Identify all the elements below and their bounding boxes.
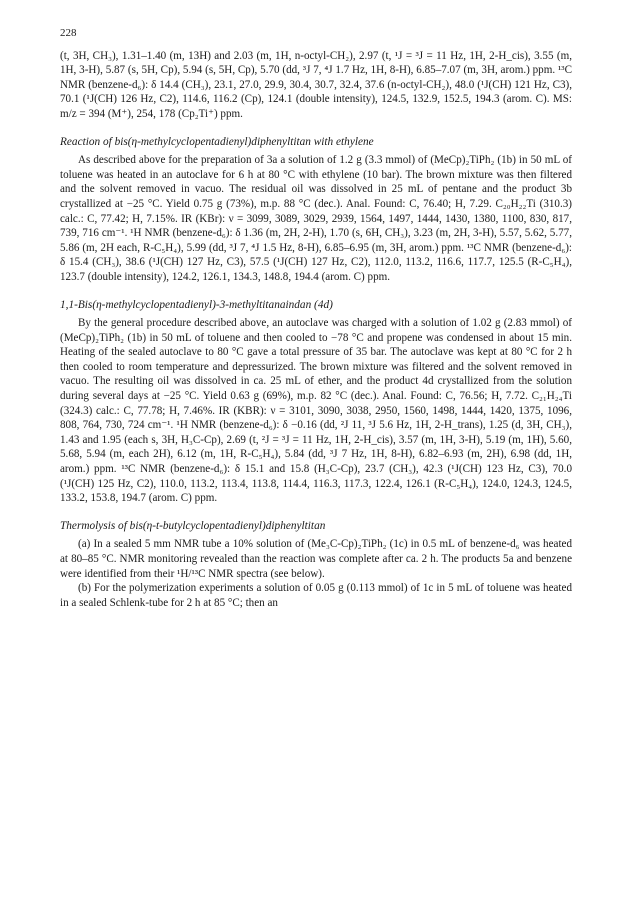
section-heading-4d: 1,1-Bis(η-methylcyclopentadienyl)-3-methyltitanaindan (4d) bbox=[60, 298, 333, 311]
paragraph-ethylene-procedure: As described above for the preparation of 3a a solution of 1.2 g (3.3 mmol) of (MeCp)₂TiPh₂ (1b) in 50 mL of toluene was heated in an autoclave for 6 h at 80 °C with ethylene (10 bar). The brown mixture was then filtered and the solvent removed in vacuo. The residual oil was dissolved in 25 mL of pentane and the product 3b crystallized at −25 °C. Yield 0.75 g (73%), m.p. 88 °C (dec.). Anal. Found: C, 76.40; H, 7.29. C₂₀H₂₂Ti (310.3) calc.: C, 77.42; H, 7.15%. IR (KBr): ν = 3099, 3089, 3029, 2939, 1564, 1497, 1444, 1430, 1380, 1100, 830, 817, 739, 716 cm⁻¹. ¹H NMR (benzene-d₆): δ 1.36 (m, 2H, 2-H), 1.70 (s, 6H, CH₃), 3.23 (m, 2H, 3-H), 5.57, 5.62, 5.77, 5.86 (m, 2H each, R-C₅H₄), 5.99 (dd, ³J 7, ⁴J 1.5 Hz, 8-H), 6.85–6.95 (m, 3H, arom.) ppm. ¹³C NMR (benzene-d₆): δ 15.4 (CH₃), 38.6 (¹J(CH) 127 Hz, C3), 57.5 (¹J(CH) 127 Hz, C2), 112.0, 113.2, 116.6, 117.7, 125.5 (R-C₅H₄), 123.7 (double intensity), 124.2, 126.1, 134.3, 148.8, 194.4 (arom. C) ppm. bbox=[60, 154, 572, 283]
page-number: 228 bbox=[60, 27, 77, 39]
document-page bbox=[60, 26, 572, 610]
paragraph-thermolysis-b: (b) For the polymerization experiments a solution of 0.05 g (0.113 mmol) of 1c in 5 mL of toluene was heated in a sealed Schlenk-tube for 2 h at 85 °C; then an bbox=[60, 582, 572, 609]
section-heading-ethylene: Reaction of bis(η-methylcyclopentadienyl)diphenyltitan with ethylene bbox=[60, 135, 374, 148]
paragraph-4d-procedure: By the general procedure described above, an autoclave was charged with a solution of 1.02 g (2.83 mmol) of (MeCp)₂TiPh₂ (1b) in 50 mL of toluene and then cooled to −78 °C and propene was condensed in about 15 min. Heating of the sealed autoclave to 80 °C gave a total pressure of 35 bar. The autoclave was kept at 80 °C for 2 h then cooled to room temperature and depressurized. The brown mixture was filtered and the solvent removed in vacuo. The resulting oil was dissolved in ca. 25 mL of ether, and the product 4d crystallized from the solution during several days at −25 °C. Yield 0.63 g (69%), m.p. 82 °C (dec.). Anal. Found: C, 76.56; H, 7.72. C₂₁H₂₄Ti (324.3) calc.: C, 77.78; H, 7.46%. IR (KBR): ν = 3101, 3090, 3038, 2950, 1560, 1498, 1444, 1420, 1375, 1096, 808, 764, 730, 724 cm⁻¹. ¹H NMR (benzene-d₆): δ −0.16 (dd, ²J 11, ³J 5.6 Hz, 1H, 2-H_trans), 1.25 (d, 3H, CH₃), 1.43 and 1.95 (each s, 3H, H₃C-Cp), 2.69 (t, ²J = ³J = 11 Hz, 1H, 2-H_cis), 3.57 (m, 1H, 3-H), 5.19 (m, 1H), 5.60, 5.68, 5.94 (m, each 2H), 6.12 (m, 1H, R-C₅H₄), 5.84 (dd, ³J 7 Hz, 1H, 8-H), 6.82–6.93 (m, 2H), 6.98 (dd, 1H, arom.) ppm. ¹³C NMR (benzene-d₆): δ 15.1 and 15.8 (H₃C-Cp), 23.7 (CH₃), 42.3 (¹J(CH) 123 Hz, C3), 70.0 (¹J(CH) 125 Hz, C2), 110.0, 113.2, 113.4, 113.8, 114.4, 116.3, 117.3, 122.4, 126.1 (R-C₅H₄), 124.0, 124.3, 124.5, 133.2, 153.8, 194.7 (arom. C) ppm. bbox=[60, 317, 572, 505]
continuation-paragraph: (t, 3H, CH₃), 1.31–1.40 (m, 13H) and 2.03 (m, 1H, n-octyl-CH₂), 2.97 (t, ¹J = ³J = 11 Hz, 1H, 2-H_cis), 3.55 (m, 1H, 3-H), 5.87 (s, 5H, Cp), 5.94 (s, 5H, Cp), 5.70 (dd, ³J 7, ⁴J 1.7 Hz, 1H, 8-H), 6.85–7.07 (m, 3H, arom.) ppm. ¹³C NMR (benzene-d₆): δ 14.4 (CH₃), 23.1, 27.0, 29.9, 30.4, 30.7, 32.4, 37.6 (n-octyl-CH₂), 48.0 (¹J(CH) 121 Hz, C3), 70.1 (¹J(CH) 126 Hz, C2), 114.6, 116.2 (Cp), 124.1 (double intensity), 124.5, 132.9, 152.5, 194.3 (arom. C). MS: m/z = 394 (M⁺), 254, 178 (Cp₂Ti⁺) ppm. bbox=[60, 49, 572, 120]
section-heading-thermolysis: Thermolysis of bis(η-t-butylcyclopentadienyl)diphenyltitan bbox=[60, 519, 326, 532]
paragraph-thermolysis-a: (a) In a sealed 5 mm NMR tube a 10% solution of (Me₃C-Cp)₂TiPh₂ (1c) in 0.5 mL of benzene-d₆ was heated at 80–85 °C. NMR monitoring revealed than the reaction was complete after ca. 2 h. The products 5a and benzene were identified from their ¹H/¹³C NMR spectra (see below). bbox=[60, 538, 572, 580]
